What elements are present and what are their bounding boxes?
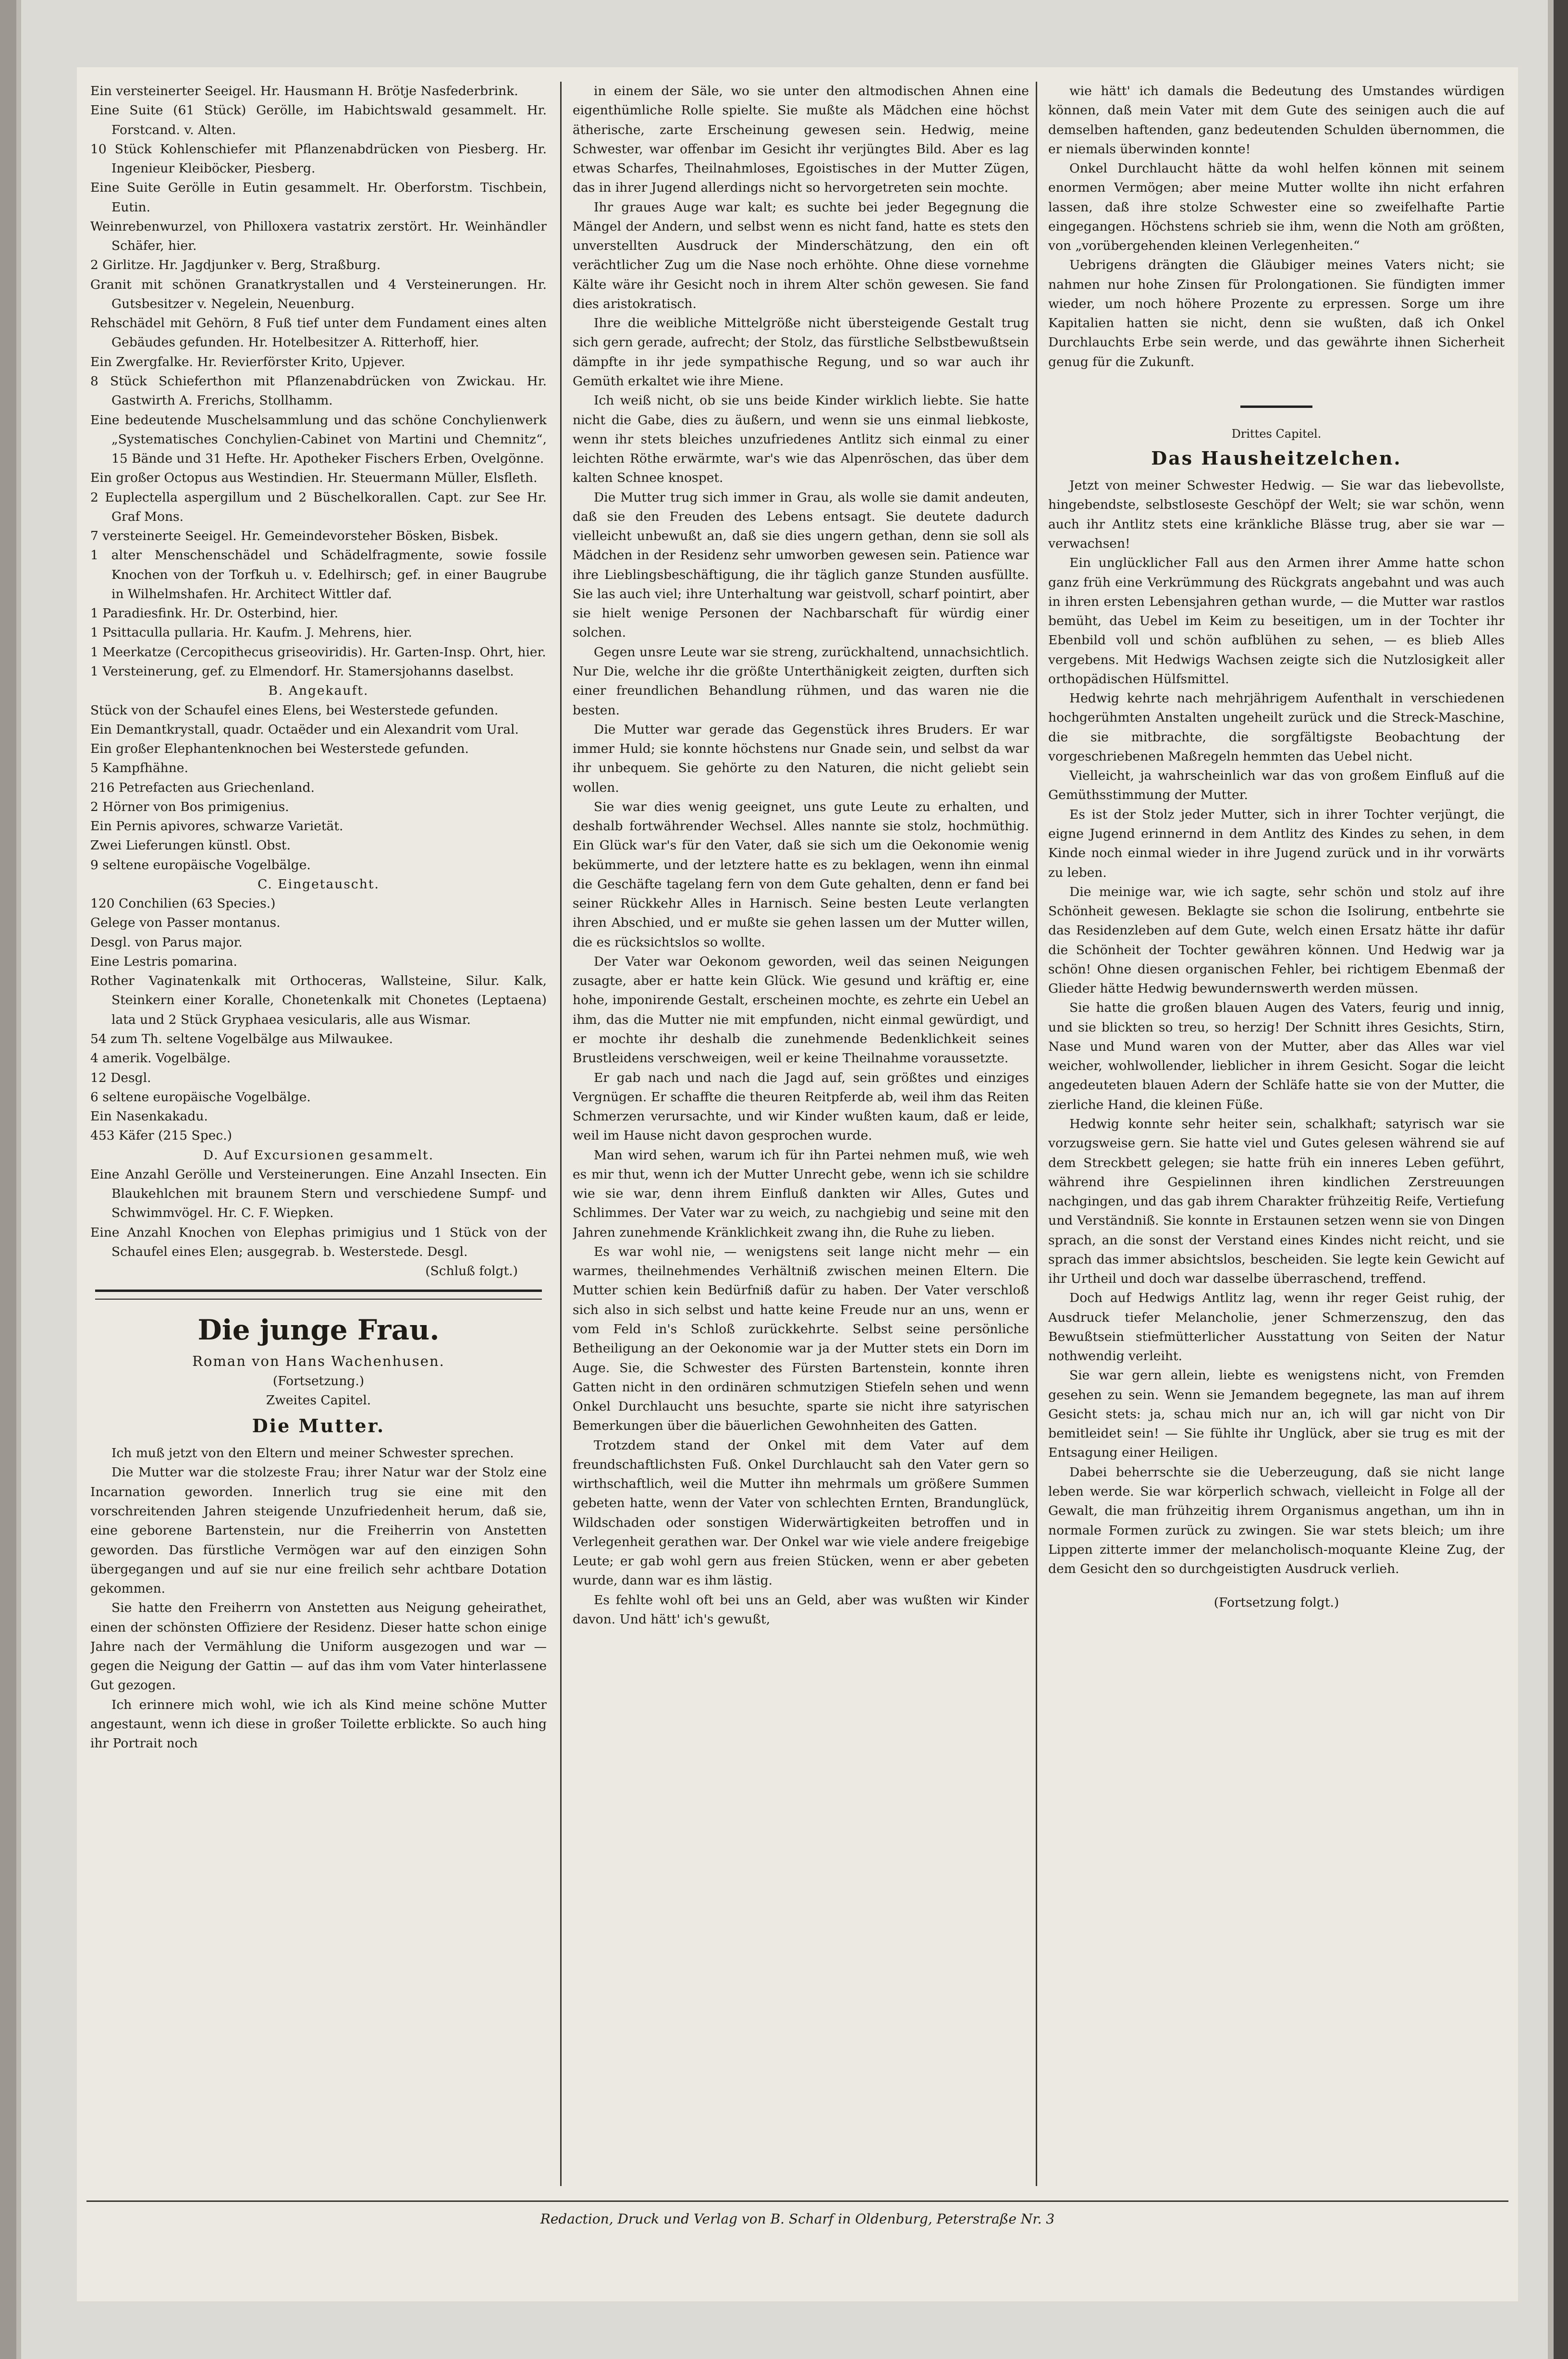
section-heading-c: C. Eingetauscht. xyxy=(257,876,380,892)
double-rule xyxy=(95,1290,542,1300)
list-item: 453 Käfer (215 Spec.) xyxy=(90,1128,232,1143)
list-item: Eine Suite Gerölle in Eutin gesammelt. Hr. Oberforstm. Tischbein, Eutin. xyxy=(90,180,547,215)
paragraph: Die Mutter trug sich immer in Grau, als wolle sie damit andeuten, daß sie den Freuden des Lebens entsagt. Sie deutete dadurch vielleicht unbewußt an, daß sie dies ungern gethan, denn sie soll als Mädchen in der Residenz sehr umworben gewesen sein. Patience war ihre Lieblingsbeschäftigung, die ihr täglich ganze Stunden ausfüllte. Sie las auch viel; ihre Unterhaltung war geistvoll, scharf pointirt, aber sie hielt wenige Personen der Nachbarschaft für würdig einer solchen. xyxy=(573,490,1029,640)
chapter-title: Die Mutter. xyxy=(252,1415,385,1437)
paragraph: Hedwig konnte sehr heiter sein, schalkhaft; satyrisch war sie vorzugsweise gern. Sie hatte viel und Gutes gelesen während sie auf dem Streckbett gelegen; sie hatte früh ein inneres Leben geführt, während ihre Gespielinnen ihren kindlichen Zerstreuungen nachgingen, und das gab ihrem Charakter frühzeitig Reife, Vertiefung und Verständniß. Sie konnte in Erstaunen setzen wenn sie von Dingen sprach, an die sonst der Verstand eines Kindes nicht reicht, und sie sprach das immer absichtslos, bescheiden. Sie legte kein Gewicht auf ihr Urtheil und doch war dasselbe überraschend, treffend. xyxy=(1048,1116,1505,1287)
novel-text xyxy=(1048,476,1505,1579)
list-item: Ein großer Octopus aus Westindien. Hr. Steuermann Müller, Elsfleth. xyxy=(90,470,538,486)
list-item: Zwei Lieferungen künstl. Obst. xyxy=(90,838,291,853)
list-item: 7 versteinerte Seeigel. Hr. Gemeindevorsteher Bösken, Bisbek. xyxy=(90,528,499,544)
list-item: 1 Versteinerung, gef. zu Elmendorf. Hr. Stamersjohanns daselbst. xyxy=(90,663,514,679)
paragraph: Die Mutter war die stolzeste Frau; ihrer Natur war der Stolz eine Incarnation geworden. Innerlich trug sie eine mit den vorschreitenden Jahren steigende Unzufriedenheit herum, daß sie, eine geborene Bartenstein, nur die Freiherrin von Anstetten geworden. Das fürstliche Vermögen war auf den einzigen Sohn übergegangen und auf sie nur eine freilich sehr achtbare Dotation gekommen. xyxy=(90,1465,547,1597)
list-item: 5 Kampfhähne. xyxy=(90,761,188,776)
excursion-list xyxy=(90,1165,547,1262)
list-item: 1 Psittaculla pullaria. Hr. Kaufm. J. Mehrens, hier. xyxy=(90,625,412,640)
paragraph: Ihre die weibliche Mittelgröße nicht übersteigende Gestalt trug sich gern gerade, aufrecht; der Stolz, das fürstliche Selbstbewußtsein dämpfte in ihr jede sympathische Regung, und so war auch ihr Gemüth erkaltet wie ihre Miene. xyxy=(573,316,1029,389)
paragraph: wie hätt' ich damals die Bedeutung des Umstandes würdigen können, daß mein Vater mit dem Gute des seinigen auch die auf demselben haftenden, ganz bedeutenden Schulden übernommen, die er niemals überwinden konnte! xyxy=(1048,84,1505,157)
list-item: Ein versteinerter Seeigel. Hr. Hausmann H. Brötje Nasfederbrink. xyxy=(90,84,518,98)
list-item: 2 Hörner von Bos primigenius. xyxy=(90,799,289,814)
chapter-label: Zweites Capitel. xyxy=(266,1393,371,1408)
list-item: Ein Demantkrystall, quadr. Octaëder und ein Alexandrit vom Ural. xyxy=(90,722,519,737)
paragraph: Er gab nach und nach die Jagd auf, sein größtes und einziges Vergnügen. Er schaffte die theuren Reitpferde ab, weil ihm das Reiten Schmerzen verursachte, und wir Kinder wußten kaum, daß er leide, weil im Hause nicht davon gesprochen wurde. xyxy=(573,1070,1029,1143)
list-item: Eine Anzahl Gerölle und Versteinerungen. Eine Anzahl Insecten. Ein Blaukehlchen mit braunem Stern und verschiedene Sumpf- und Schwimmvögel. Hr. C. F. Wiepken. xyxy=(90,1167,547,1221)
chapter-separator xyxy=(1240,405,1312,408)
column-1 xyxy=(90,82,547,2186)
list-item: Eine Suite (61 Stück) Gerölle, im Habichtswald gesammelt. Hr. Forstcand. v. Alten. xyxy=(90,103,547,137)
list-item: 9 seltene europäische Vogelbälge. xyxy=(90,857,311,872)
list-item: Weinrebenwurzel, von Philloxera vastatrix zerstört. Hr. Weinhändler Schäfer, hier. xyxy=(90,219,547,254)
paragraph: Dabei beherrschte sie die Ueberzeugung, daß sie nicht lange leben werde. Sie war körperlich schwach, vielleicht in Folge all der Gewalt, die man frühzeitig ihrem Organismus angethan, um ihn in normale Formen zurück zu zwingen. Sie war stets bleich; um ihre Lippen zitterte immer der melancholisch-moquante Kleine Zug, der dem Gesicht den so durchgeistigten Ausdruck verlieh. xyxy=(1048,1464,1505,1577)
to-be-concluded: (Schluß folgt.) xyxy=(425,1264,518,1279)
novel-text xyxy=(90,1444,547,1753)
list-item: Rehschädel mit Gehörn, 8 Fuß tief unter dem Fundament eines alten Gebäudes gefunden. Hr. Hotelbesitzer A. Ritterhoff, hier. xyxy=(90,316,547,350)
paragraph: Es war wohl nie, — wenigstens seit lange nicht mehr — ein warmes, theilnehmendes Verhältniß zwischen meinen Eltern. Die Mutter schien kein Bedürfniß dafür zu haben. Der Vater verschloß sich also in sich selbst und hatte keine Freude nur an uns, wenn er vom Feld in's Schloß zurückkehrte. Selbst seine persönliche Betheiligung an der Oekonomie war ja der Mutter stets ein Dorn im Auge. Sie, die Schwester des Fürsten Bartenstein, konnte ihren Gatten nicht in den ordinären schmutzigen Stiefeln sehen und wenn Onkel Durchlaucht uns besuchte, sparte sie nicht ihre satyrischen Bemerkungen über die bäuerlichen Gewohnheiten des Gatten. xyxy=(573,1244,1029,1434)
list-item: 4 amerik. Vogelbälge. xyxy=(90,1051,231,1066)
column-2 xyxy=(573,82,1029,2186)
paragraph: Der Vater war Oekonom geworden, weil das seinen Neigungen zusagte, aber er hatte kein Glück. Wie gesund und kräftig er, eine hohe, imponirende Gestalt, erscheinen mochte, es zehrte ein Uebel an ihm, das die Mutter nie mit empfunden, nicht einmal gewürdigt, und er mochte ihr deshalb die zunehmende Bedenklichkeit seines Brustleidens verschweigen, weil er keine Theilnahme voraussetzte. xyxy=(573,954,1029,1066)
column-rule xyxy=(560,82,562,2186)
list-item: 12 Desgl. xyxy=(90,1070,151,1085)
list-item: Eine bedeutende Muschelsammlung und das schöne Conchylienwerk „Systematisches Conchylien-Cabinet von Martini und Chemnitz“, 15 Bände und 31 Hefte. Hr. Apotheker Fischers Erben, Ovelgönne. xyxy=(90,412,547,467)
list-item: 216 Petrefacten aus Griechenland. xyxy=(90,780,315,795)
paragraph: Trotzdem stand der Onkel mit dem Vater auf dem freundschaftlichsten Fuß. Onkel Durchlaucht sah den Vater gern so wirthschaftlich, weil die Mutter ihn mehrmals um größere Summen gebeten hatte, wenn der Vater von schlechten Ernten, Brandunglück, Wildschaden oder sonstigen Widerwärtigkeiten betroffen und in Verlegenheit gerathen war. Der Onkel war wie viele andere freigebige Leute; er gab wohl gern aus freien Stücken, wenn er aber gebeten wurde, dann war es ihm lästig. xyxy=(573,1438,1029,1588)
list-item: Stück von der Schaufel eines Elens, bei Westerstede gefunden. xyxy=(90,702,499,718)
list-item: Gelege von Passer montanus. xyxy=(90,915,281,931)
novel-byline: Roman von Hans Wachenhusen. xyxy=(192,1352,445,1369)
list-item: Ein großer Elephantenknochen bei Westerstede gefunden. xyxy=(90,741,469,757)
paragraph: Onkel Durchlaucht hätte da wohl helfen können mit seinem enormen Vermögen; aber meine Mutter wollte ihn nicht erfahren lassen, daß ihre stolze Schwester eine so zweifelhafte Partie eingegangen. Höchstens schrieb sie ihm, wenn die Noth am größten, von „vorübergehenden kleinen Verlegenheiten.“ xyxy=(1048,161,1505,254)
book-spine xyxy=(0,0,16,2359)
paragraph: Hedwig kehrte nach mehrjährigem Aufenthalt in verschiedenen hochgerühmten Anstalten ungeheilt zurück und die Streck-Maschine, die sie mitbrachte, die sorgfältigste Beobachtung der vorgeschriebenen Maßregeln hemmten das Uebel nicht. xyxy=(1048,691,1505,764)
chapter-label: Drittes Capitel. xyxy=(1231,427,1322,441)
column-rule xyxy=(1036,82,1037,2186)
scan-border xyxy=(1554,0,1568,2359)
list-item: 120 Conchilien (63 Species.) xyxy=(90,896,276,911)
paragraph: Sie war gern allein, liebte es wenigstens nicht, von Fremden gesehen zu sein. Wenn sie Jemandem begegnete, las man auf ihrem Gesicht stets: ja, schau mich nur an, ich will gar nicht von Dir bemitleidet sein! — Sie fühlte ihr Unglück, aber sie trug es mit der Entsagung einer Heiligen. xyxy=(1048,1368,1505,1461)
list-item: Ein Zwergfalke. Hr. Revierförster Krito, Upjever. xyxy=(90,354,405,369)
list-item: Ein Nasenkakadu. xyxy=(90,1109,208,1124)
paragraph: Die Mutter war gerade das Gegenstück ihres Bruders. Er war immer Huld; sie konnte höchstens nur Gnade sein, und selbst da war ihr unbequem. Sie gehörte zu den Naturen, die nicht geliebt sein wollen. xyxy=(573,722,1029,795)
paragraph: Doch auf Hedwigs Antlitz lag, wenn ihr reger Geist ruhig, der Ausdruck tiefer Melancholie, jener Schmerzenszug, den das Bewußtsein stiefmütterlicher Ausstattung von Seiten der Natur nothwendig verleiht. xyxy=(1048,1290,1505,1364)
novel-continuation: (Fortsetzung.) xyxy=(272,1373,365,1388)
list-item: 6 seltene europäische Vogelbälge. xyxy=(90,1089,311,1105)
novel-text xyxy=(1048,82,1505,372)
imprint: Redaction, Druck und Verlag von B. Scharf in Oldenburg, Peterstraße Nr. 3 xyxy=(540,2211,1055,2227)
column-3 xyxy=(1048,82,1505,2186)
paragraph: Uebrigens drängten die Gläubiger meines Vaters nicht; sie nahmen nur hohe Zinsen für Prolongationen. Sie fündigten immer wieder, um noch höhere Prozente zu erpressen. Sorge um ihre Kapitalien hatten sie nicht, denn sie wußten, daß ich Onkel Durchlauchts Erbe sein werde, und das gewährte ihnen Sicherheit genug für die Zukunft. xyxy=(1048,258,1505,369)
paragraph: Ich erinnere mich wohl, wie ich als Kind meine schöne Mutter angestaunt, wenn ich diese in großer Toilette erblickte. So auch hing ihr Portrait noch xyxy=(90,1697,547,1751)
novel-title: Die junge Frau. xyxy=(197,1314,440,1347)
footer-rule xyxy=(86,2200,1508,2202)
paragraph: Sie hatte die großen blauen Augen des Vaters, feurig und innig, und sie blickten so treu, so herzig! Der Schnitt ihres Gesichts, Stirn, Nase und Mund waren von der Mutter, aber das Alles war viel weicher, wohlwollender, lieblicher in ihrem Gesicht. Sogar die leicht angedeuteten blauen Adern der Schläfe hatte sie von der Mutter, die zierliche Hand, die kleinen Füße. xyxy=(1048,1000,1505,1112)
list-item: 54 zum Th. seltene Vogelbälge aus Milwaukee. xyxy=(90,1032,393,1047)
list-item: 1 alter Menschenschädel und Schädelfragmente, sowie fossile Knochen von der Torfkuh u. v. Edelhirsch; gef. in einer Baugrube in Wilhelmshafen. Hr. Architect Wittler daf. xyxy=(90,548,547,602)
paragraph: Jetzt von meiner Schwester Hedwig. — Sie war das liebevollste, hingebendste, selbstloseste Geschöpf der Welt; sie war schön, wenn auch ihr Antlitz stets eine kränkliche Blässe trug, aber sie war — verwachsen! xyxy=(1048,478,1505,551)
paragraph: Es fehlte wohl oft bei uns an Geld, aber was wußten wir Kinder davon. Und hätt' ich's gewußt, xyxy=(573,1592,1029,1627)
spine-edge xyxy=(16,0,21,2359)
list-item: 2 Euplectella aspergillum und 2 Büschelkorallen. Capt. zur See Hr. Graf Mons. xyxy=(90,490,547,524)
paragraph: Man wird sehen, warum ich für ihn Partei nehmen muß, wie weh es mir thut, wenn ich der Mutter Unrecht gebe, wenn ich sie schildre wie sie war, denn ihrem Einfluß dankten wir Alles, Gutes und Schlimmes. Der Vater war zu weich, zu nachgiebig und seine mit den Jahren zunehmende Kränklichkeit zwang ihn, die Ruhe zu lieben. xyxy=(573,1147,1029,1240)
paragraph: Die meinige war, wie ich sagte, sehr schön und stolz auf ihre Schönheit gewesen. Beklagte sie schon die Isolirung, entbehrte sie das Residenzleben auf dem Gute, welch einen Ersatz hätte ihr dafür die Schönheit der Tochter gewähren können. Und Hedwig war ja schön! Ohne diesen organischen Fehler, bei richtigem Ebenmaß der Glieder hätte Hedwig bewundernswerth werden müssen. xyxy=(1048,884,1505,996)
newspaper-page xyxy=(77,67,1518,2301)
list-item: Ein Pernis apivores, schwarze Varietät. xyxy=(90,819,343,834)
paragraph: Vielleicht, ja wahrscheinlich war das von großem Einfluß auf die Gemüthsstimmung der Mutter. xyxy=(1048,768,1505,803)
paragraph: Gegen unsre Leute war sie streng, zurückhaltend, unnachsichtlich. Nur Die, welche ihr die größte Unterthänigkeit zeigten, durften sich einer freundlichen Behandlung rühmen, und das waren nie die besten. xyxy=(573,644,1029,718)
list-item: Rother Vaginatenkalk mit Orthoceras, Wallsteine, Silur. Kalk, Steinkern einer Koralle, Chonetenkalk mit Chonetes (Leptaena) lata und 2 Stück Gryphaea vesicularis, alle aus Wismar. xyxy=(90,973,547,1027)
list-item: Desgl. von Parus major. xyxy=(90,934,243,950)
paragraph: Sie hatte den Freiherrn von Anstetten aus Neigung geheirathet, einen der schönsten Offiziere der Residenz. Dieser hatte schon einige Jahre nach der Vermählung die Uniform ausgezogen und war — gegen die Neigung der Gattin — auf das ihm vom Vater hinterlassene Gut gezogen. xyxy=(90,1600,547,1693)
list-item: Eine Anzahl Knochen von Elephas primigius und 1 Stück von der Schaufel eines Elen; ausgegrab. b. Westerstede. Desgl. xyxy=(90,1225,547,1259)
page-edge xyxy=(1548,0,1554,2359)
paragraph: Sie war dies wenig geeignet, uns gute Leute zu erhalten, und deshalb fortwährender Wechsel. Alles nannte sie stolz, hochmüthig. Ein Glück war's für den Vater, daß sie sich um die Oekonomie wenig bekümmerte, und der letztere hatte es zu beklagen, wenn ihn einmal die Geschäfte tagelang fern von dem Gute gehalten, denn er fand bei seiner Rückkehr Alles in Harnisch. Seine besten Leute verlangten ihren Abschied, und er mußte sie gehen lassen um der Mutter willen, die es rücksichtslos so wollte. xyxy=(573,799,1029,950)
paragraph: Ihr graues Auge war kalt; es suchte bei jeder Begegnung die Mängel der Andern, und selbst wenn es nicht fand, hatte es stets den unverstellten Ausdruck der Minderschätzung, den ein oft verächtlicher Zug um die Nase noch erhöhte. Ohne diese vornehme Kälte wäre ihr Gesicht noch in ihrem Alter schön gewesen. Sie fand dies aristokratisch. xyxy=(573,199,1029,311)
list-item: 8 Stück Schieferthon mit Pflanzenabdrücken von Zwickau. Hr. Gastwirth A. Frerichs, Stollhamm. xyxy=(90,373,547,408)
paragraph: Es ist der Stolz jeder Mutter, sich in ihrer Tochter verjüngt, die eigne Jugend erinnernd in dem Antlitz des Kindes zu sehen, in dem Kinde noch einmal wieder in ihre Jugend zurück und in ihr vorwärts zu leben. xyxy=(1048,807,1505,880)
list-item: 2 Girlitze. Hr. Jagdjunker v. Berg, Straßburg. xyxy=(90,258,381,273)
donation-list xyxy=(90,82,547,681)
section-heading-d: D. Auf Excursionen gesammelt. xyxy=(203,1147,434,1163)
list-item: 1 Meerkatze (Cercopithecus griseoviridis). Hr. Garten-Insp. Ohrt, hier. xyxy=(90,644,546,660)
novel-text xyxy=(573,82,1029,1629)
list-item: 1 Paradiesfink. Hr. Dr. Osterbind, hier. xyxy=(90,606,339,621)
list-item: Eine Lestris pomarina. xyxy=(90,954,237,969)
section-heading-b: B. Angekauft. xyxy=(268,683,369,699)
purchased-list xyxy=(90,701,547,875)
paragraph: Ich weiß nicht, ob sie uns beide Kinder wirklich liebte. Sie hatte nicht die Gabe, dies zu äußern, und wenn sie uns einmal liebkoste, wenn ihr stets bleiches unzufriedenes Antlitz sich einmal zu einer leichten Röthe erwärmte, war's wie das Alpenröschen, das über dem kalten Schnee knospet. xyxy=(573,393,1029,486)
paragraph: Ein unglücklicher Fall aus den Armen ihrer Amme hatte schon ganz früh eine Verkrümmung des Rückgrats angebahnt und was auch in ihren ersten Lebensjahren gethan wurde, — die Mutter war rastlos bemüht, das Uebel im Keim zu beseitigen, um in der Tochter ihr Ebenbild voll und schön aufblühen zu sehen, — es blieb Alles vergebens. Mit Hedwigs Wachsen zeigte sich die Nutzlosigkeit aller orthopädischen Hülfsmittel. xyxy=(1048,555,1505,687)
exchanged-list xyxy=(90,894,547,1145)
paragraph: Ich muß jetzt von den Eltern und meiner Schwester sprechen. xyxy=(111,1446,514,1461)
chapter-title: Das Hausheitzelchen. xyxy=(1151,447,1402,469)
list-item: Granit mit schönen Granatkrystallen und 4 Versteinerungen. Hr. Gutsbesitzer v. Negelein, Neuenburg. xyxy=(90,277,547,311)
to-be-continued: (Fortsetzung folgt.) xyxy=(1213,1595,1339,1610)
list-item: 10 Stück Kohlenschiefer mit Pflanzenabdrücken von Piesberg. Hr. Ingenieur Kleiböcker, Piesberg. xyxy=(90,141,547,176)
paragraph: in einem der Säle, wo sie unter den altmodischen Ahnen eine eigenthümliche Rolle spielte. Sie mußte als Mädchen eine höchst ätherische, zarte Erscheinung gewesen sein. Hedwig, meine Schwester, war offenbar im Gesicht ihr verjüngtes Bild. Aber es lag etwas Scharfes, Theilnahmloses, Egoistisches in der Mutter Zügen, das in ihrer Jugend allerdings nicht so hervorgetreten sein mochte. xyxy=(573,84,1029,196)
